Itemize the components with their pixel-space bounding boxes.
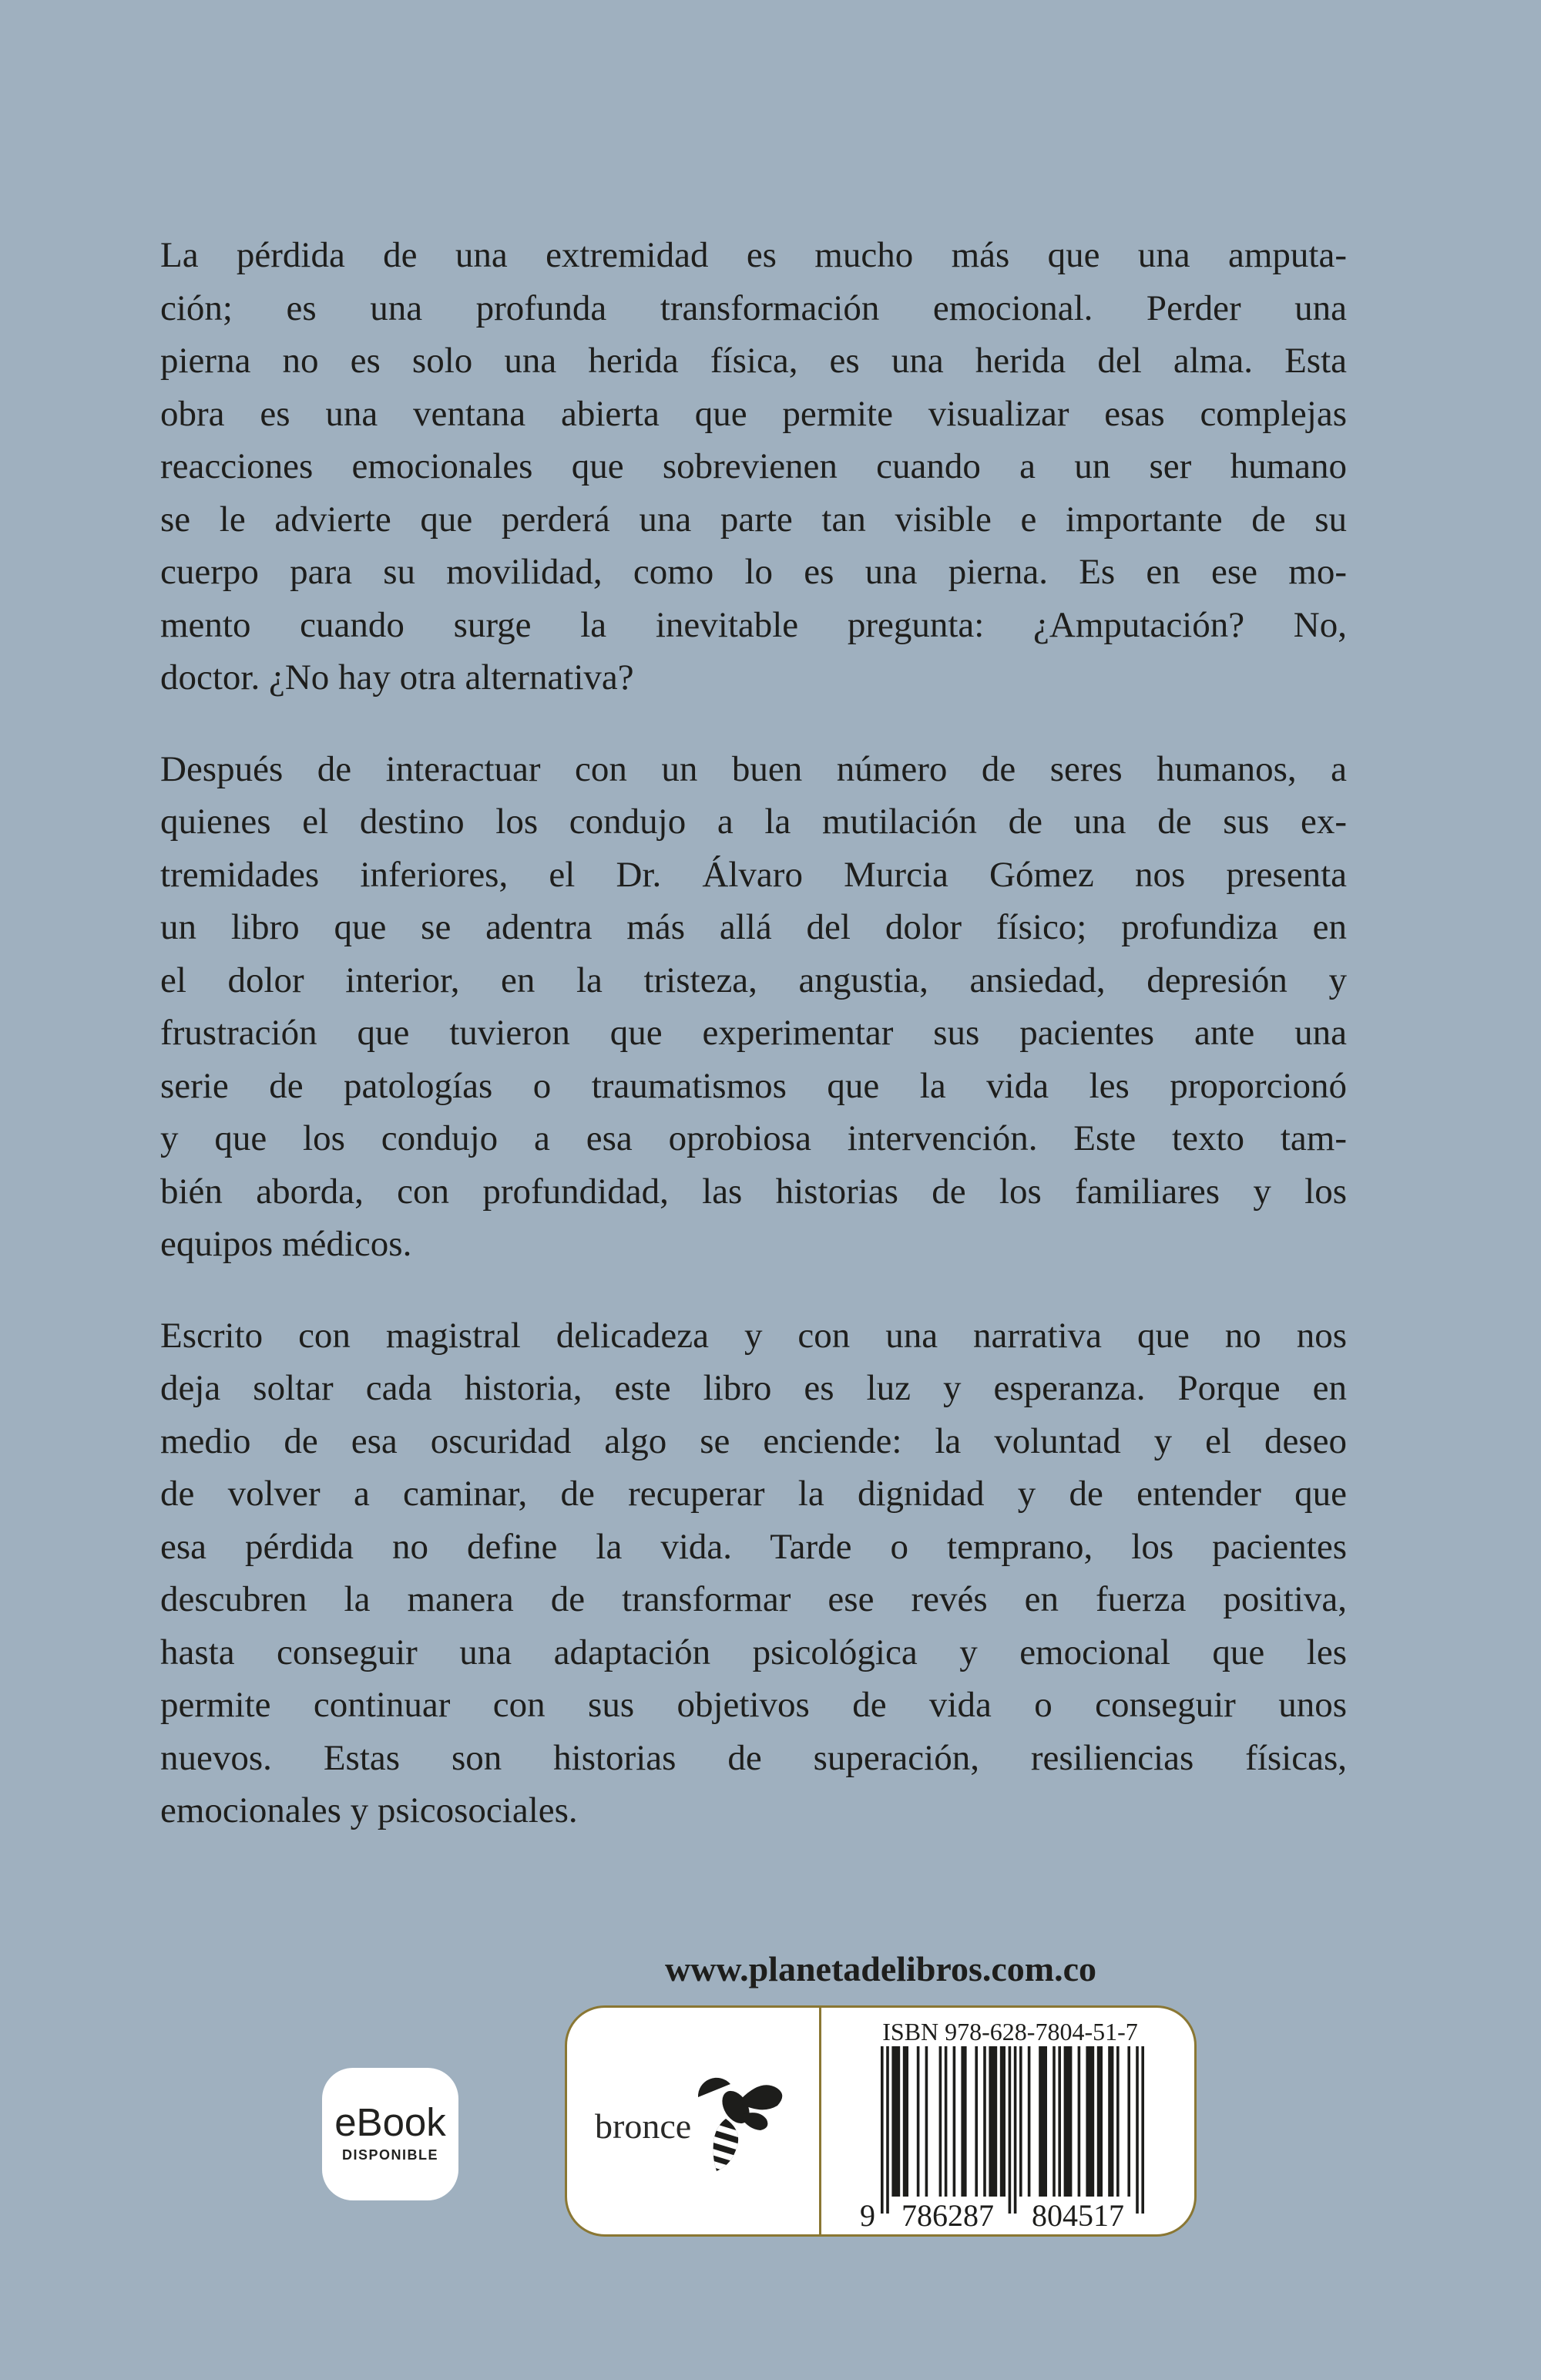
- text-line: emocionales y psicosociales.: [160, 1790, 578, 1830]
- barcode-bar: [1028, 2046, 1031, 2197]
- isbn-label: ISBN 978-628-7804-51-7: [882, 2018, 1138, 2046]
- barcode-bar: [1136, 2046, 1139, 2214]
- barcode-bar: [881, 2046, 884, 2214]
- publisher-website: www.planetadelibros.com.co: [664, 1949, 1097, 1988]
- ebook-badge: [322, 2068, 458, 2200]
- text-line: serie de patologías o traumatismos que la vida les proporcionó: [160, 1065, 1347, 1106]
- text-line: Escrito con magistral delicadeza y con una narrativa que no nos: [160, 1315, 1347, 1356]
- text-line: un libro que se adentra más allá del dolor físico; profundiza en: [160, 907, 1347, 947]
- text-line: se le advierte que perderá una parte tan visible e importante de su: [160, 499, 1347, 540]
- barcode-bar: [1097, 2046, 1103, 2197]
- barcode-digit-group: 786287: [901, 2198, 994, 2231]
- barcode-bar: [945, 2046, 948, 2197]
- barcode-bar: [886, 2046, 889, 2214]
- text-line: La pérdida de una extremidad es mucho más que una amputa-: [160, 235, 1347, 275]
- barcode-bar: [1086, 2046, 1094, 2197]
- text-line: ción; es una profunda transformación emocional. Perder una: [160, 287, 1347, 328]
- synopsis-paragraph: [160, 1309, 1347, 1837]
- barcode-bar: [1009, 2046, 1012, 2214]
- text-line: quienes el destino los condujo a la mutilación de una de sus ex-: [160, 802, 1347, 842]
- barcode-bar: [1078, 2046, 1081, 2197]
- barcode-bar: [1108, 2046, 1113, 2197]
- text-line: equipos médicos.: [160, 1224, 412, 1264]
- text-line: cuerpo para su movilidad, como lo es una pierna. Es en ese mo-: [160, 552, 1347, 592]
- text-line: frustración que tuvieron que experimentar sus pacientes ante una: [160, 1013, 1347, 1053]
- ebook-disponible-label: DISPONIBLE: [341, 2147, 438, 2163]
- imprint-name: bronce: [595, 2106, 692, 2146]
- barcode-digit-group: 9: [860, 2198, 875, 2231]
- barcode-bar: [891, 2046, 900, 2197]
- barcode-digit-group: 804517: [1032, 2198, 1124, 2231]
- text-line: pierna no es solo una herida física, es una herida del alma. Esta: [160, 341, 1347, 381]
- text-line: obra es una ventana abierta que permite visualizar esas complejas: [160, 393, 1347, 434]
- barcode-bar: [983, 2046, 986, 2197]
- barcode-bar: [1116, 2046, 1120, 2197]
- ean13-barcode: [860, 2039, 1168, 2231]
- plate-divider: [819, 2005, 821, 2237]
- barcode-bar: [1053, 2046, 1056, 2197]
- text-line: doctor. ¿No hay otra alternativa?: [160, 657, 634, 698]
- text-line: y que los condujo a esa oprobiosa intervención. Este texto tam-: [160, 1118, 1347, 1158]
- text-line: nuevos. Estas son historias de superación, resiliencias físicas,: [160, 1737, 1347, 1778]
- text-line: de volver a caminar, de recuperar la dignidad y de entender que: [160, 1474, 1347, 1514]
- text-line: medio de esa oscuridad algo se enciende: la voluntad y el deseo: [160, 1420, 1347, 1461]
- text-line: el dolor interior, en la tristeza, angustia, ansiedad, depresión y: [160, 960, 1347, 1000]
- barcode-bar: [953, 2046, 956, 2197]
- synopsis-paragraph: [160, 743, 1347, 1271]
- text-line: Después de interactuar con un buen número de seres humanos, a: [160, 748, 1347, 789]
- synopsis-text: [160, 229, 1347, 1876]
- barcode-bar: [1058, 2046, 1061, 2197]
- barcode-bar: [903, 2046, 908, 2197]
- text-line: esa pérdida no define la vida. Tarde o temprano, los pacientes: [160, 1526, 1347, 1567]
- bee-wing-large: [740, 2085, 782, 2109]
- barcode-bar: [961, 2046, 966, 2197]
- synopsis-paragraph: [160, 229, 1347, 704]
- text-line: hasta conseguir una adaptación psicológica y emocional que les: [160, 1632, 1347, 1672]
- barcode-bar: [989, 2046, 997, 2197]
- text-line: mento cuando surge la inevitable pregunta: ¿Amputación? No,: [160, 604, 1347, 645]
- publisher-barcode-plate: [565, 2005, 1197, 2237]
- barcode-bar: [1039, 2046, 1047, 2197]
- bee-wing-small: [740, 2113, 767, 2130]
- barcode-bar: [1141, 2046, 1144, 2214]
- barcode-bar: [925, 2046, 928, 2197]
- barcode-bar: [1064, 2046, 1073, 2197]
- text-line: reacciones emocionales que sobrevienen cuando a un ser humano: [160, 446, 1347, 486]
- barcode-bar: [975, 2046, 978, 2197]
- barcode-bar: [1014, 2046, 1017, 2214]
- bee-logo-icon: [687, 2071, 791, 2175]
- barcode-bar: [1000, 2046, 1006, 2197]
- ebook-label: eBook: [334, 2100, 446, 2144]
- barcode-bar: [1127, 2046, 1130, 2197]
- text-line: descubren la manera de transformar ese revés en fuerza positiva,: [160, 1579, 1347, 1619]
- barcode-bar: [939, 2046, 942, 2197]
- barcode-bar: [1019, 2046, 1022, 2197]
- text-line: deja soltar cada historia, este libro es luz y esperanza. Porque en: [160, 1368, 1347, 1408]
- text-line: tremidades inferiores, el Dr. Álvaro Murcia Gómez nos presenta: [160, 854, 1347, 895]
- text-line: permite continuar con sus objetivos de vida o conseguir unos: [160, 1685, 1347, 1725]
- barcode-bar: [917, 2046, 920, 2197]
- text-line: bién aborda, con profundidad, las historias de los familiares y los: [160, 1171, 1347, 1212]
